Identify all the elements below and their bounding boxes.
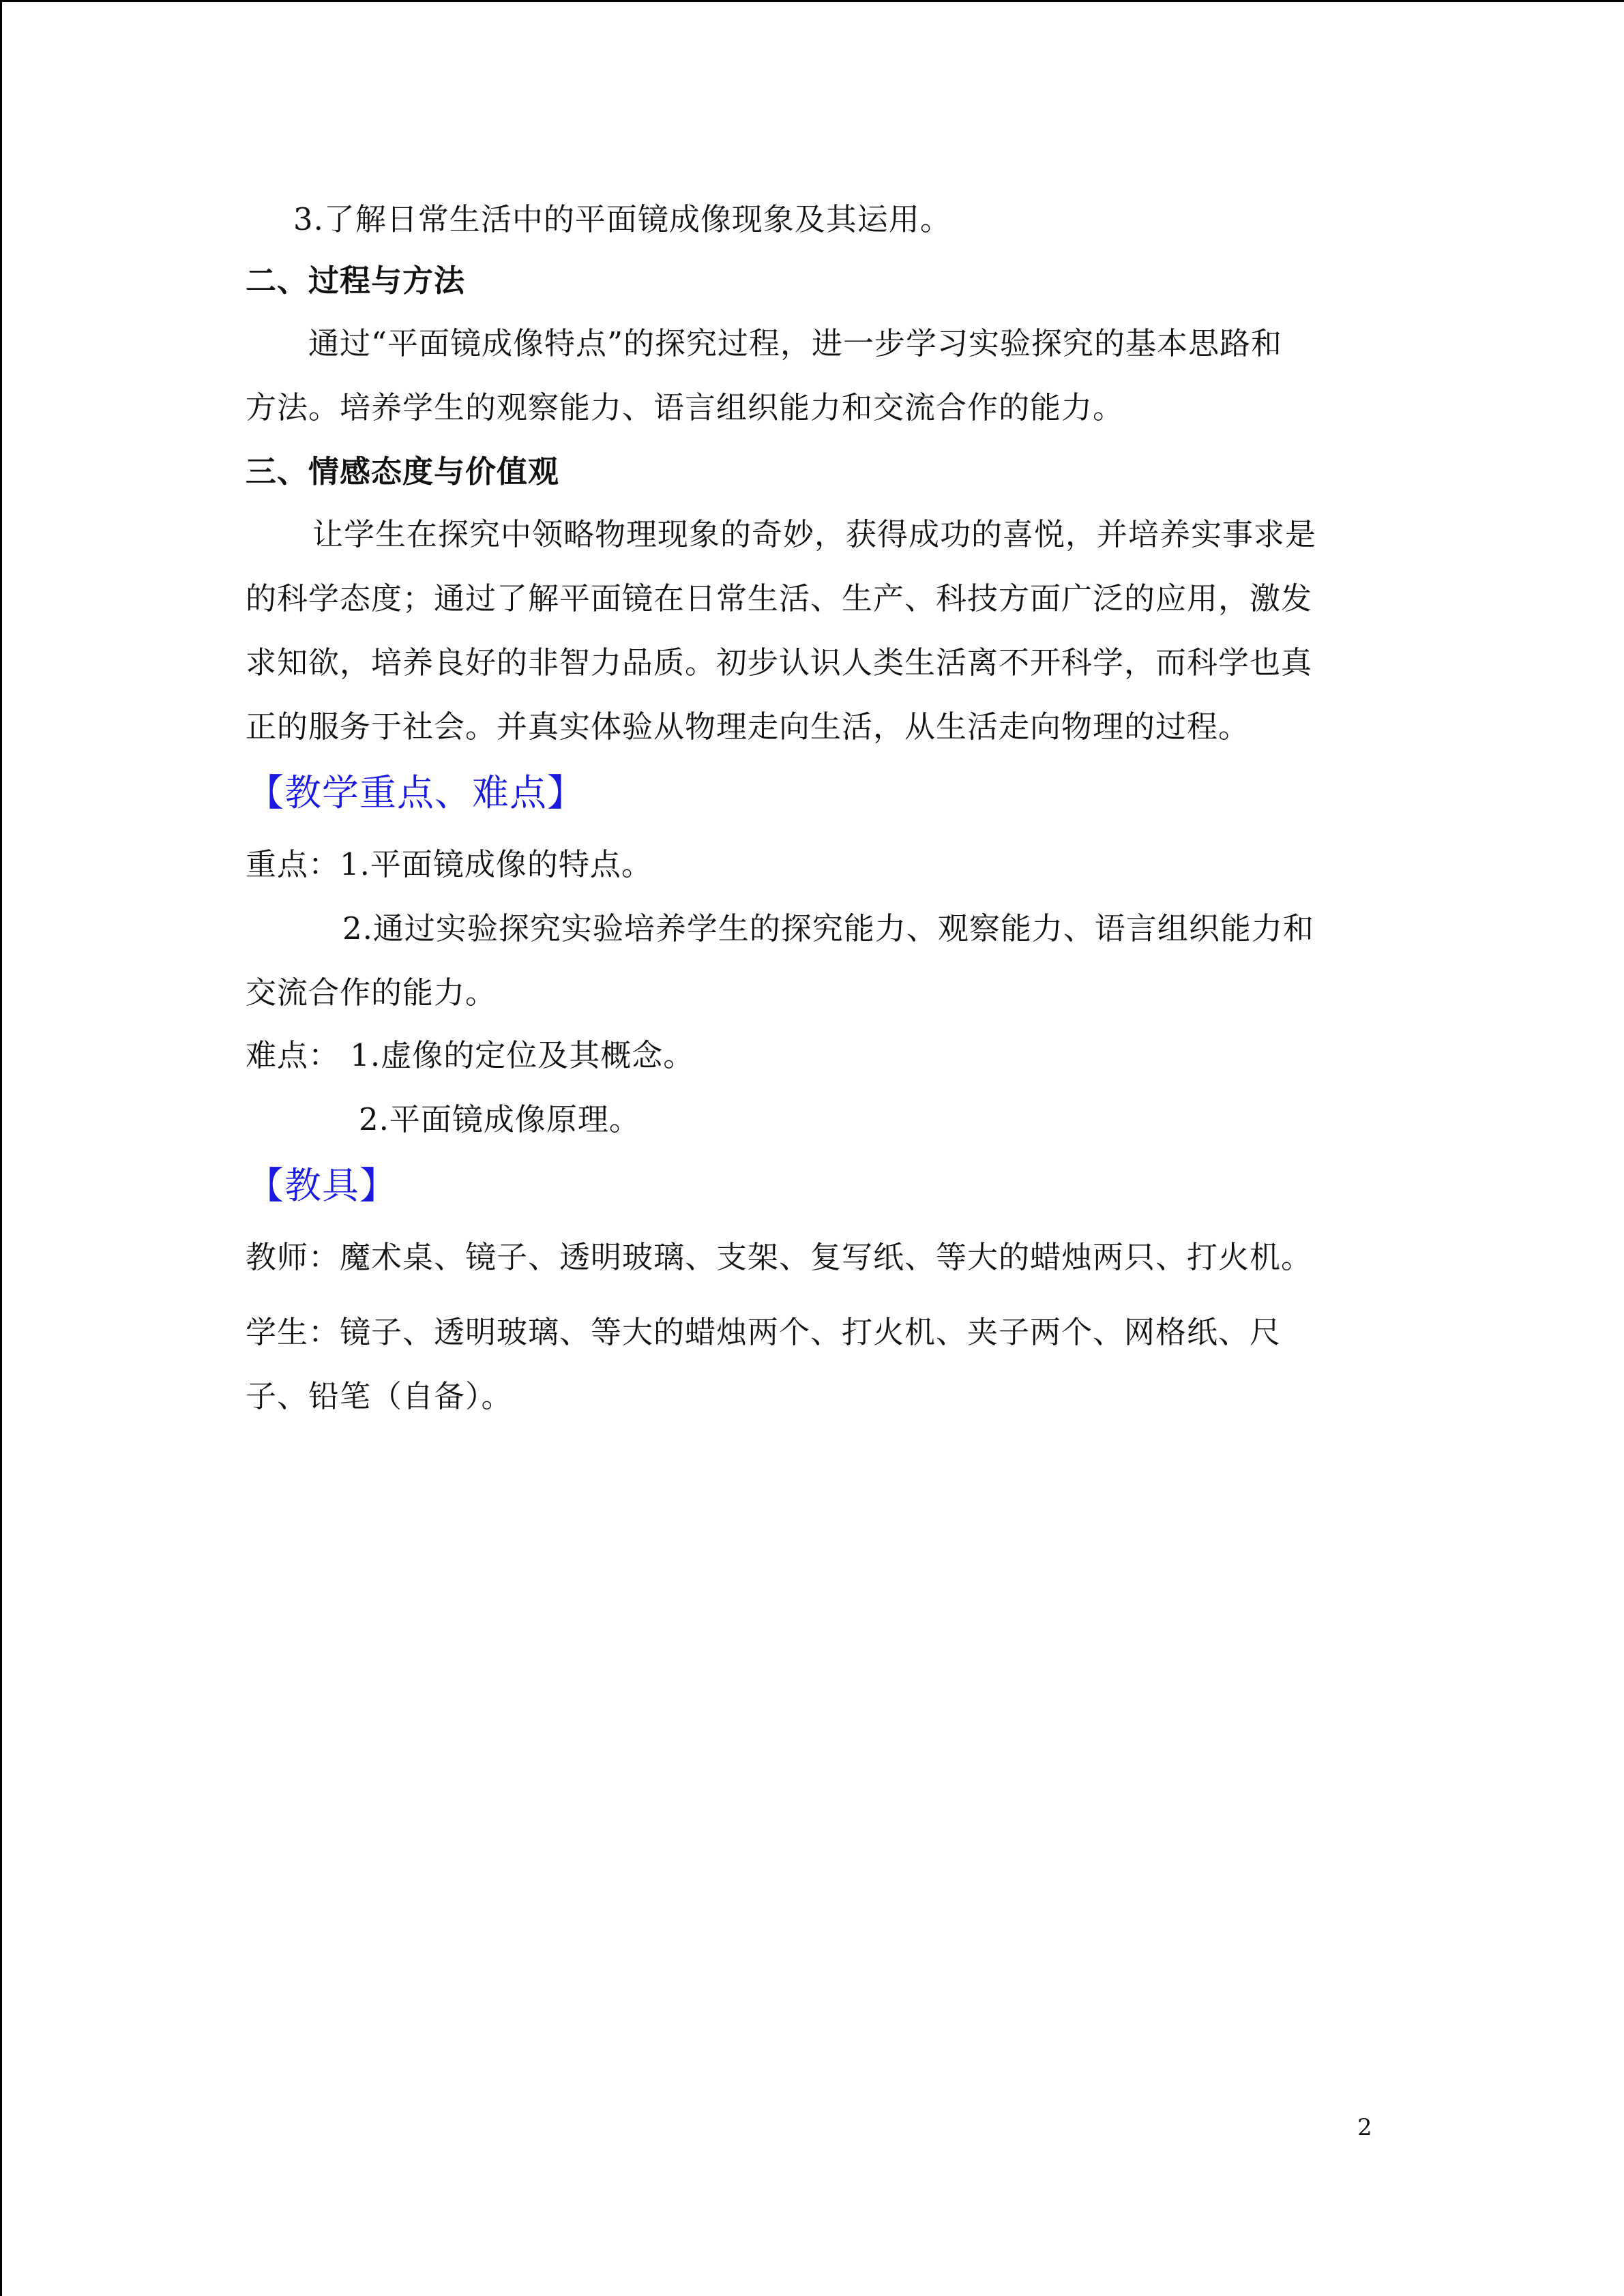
difficult-point-2: 2.平面镜成像原理。 xyxy=(359,1101,640,1137)
difficult-point-1: 难点： 1.虚像的定位及其概念。 xyxy=(246,1037,695,1073)
paragraph-process-line-1: 通过“平面镜成像特点”的探究过程，进一步学习实验探究的基本思路和 xyxy=(308,325,1283,361)
section-heading-process-method: 二、过程与方法 xyxy=(246,263,466,299)
paragraph-emotion-line-2: 的科学态度；通过了解平面镜在日常生活、生产、科技方面广泛的应用，激发 xyxy=(246,580,1313,616)
paragraph-process-line-2: 方法。培养学生的观察能力、语言组织能力和交流合作的能力。 xyxy=(246,389,1125,426)
key-point-2-line-1: 2.通过实验探究实验培养学生的探究能力、观察能力、语言组织能力和 xyxy=(342,910,1314,946)
paragraph-emotion-line-1: 让学生在探究中领略物理现象的奇妙，获得成功的喜悦，并培养实事求是 xyxy=(312,516,1317,552)
student-aids-line-1: 学生：镜子、透明玻璃、等大的蜡烛两个、打火机、夹子两个、网格纸、尺 xyxy=(246,1314,1282,1350)
paragraph-emotion-line-3: 求知欲，培养良好的非智力品质。初步认识人类生活离不开科学，而科学也真 xyxy=(246,644,1313,681)
heading-key-difficult-points: 【教学重点、难点】 xyxy=(247,771,585,814)
section-heading-emotion-values: 三、情感态度与价值观 xyxy=(246,453,560,490)
student-aids-line-2: 子、铅笔（自备）。 xyxy=(246,1378,513,1414)
teacher-aids: 教师：魔术桌、镜子、透明玻璃、支架、复写纸、等大的蜡烛两只、打火机。 xyxy=(246,1239,1313,1275)
objective-3: 3.了解日常生活中的平面镜成像现象及其运用。 xyxy=(293,201,951,237)
heading-teaching-aids: 【教具】 xyxy=(247,1164,397,1207)
key-point-1: 重点：1.平面镜成像的特点。 xyxy=(246,846,653,882)
page-number: 2 xyxy=(1357,2114,1372,2141)
paragraph-emotion-line-4: 正的服务于社会。并真实体验从物理走向生活，从生活走向物理的过程。 xyxy=(246,709,1250,745)
key-point-2-line-2: 交流合作的能力。 xyxy=(246,974,497,1011)
